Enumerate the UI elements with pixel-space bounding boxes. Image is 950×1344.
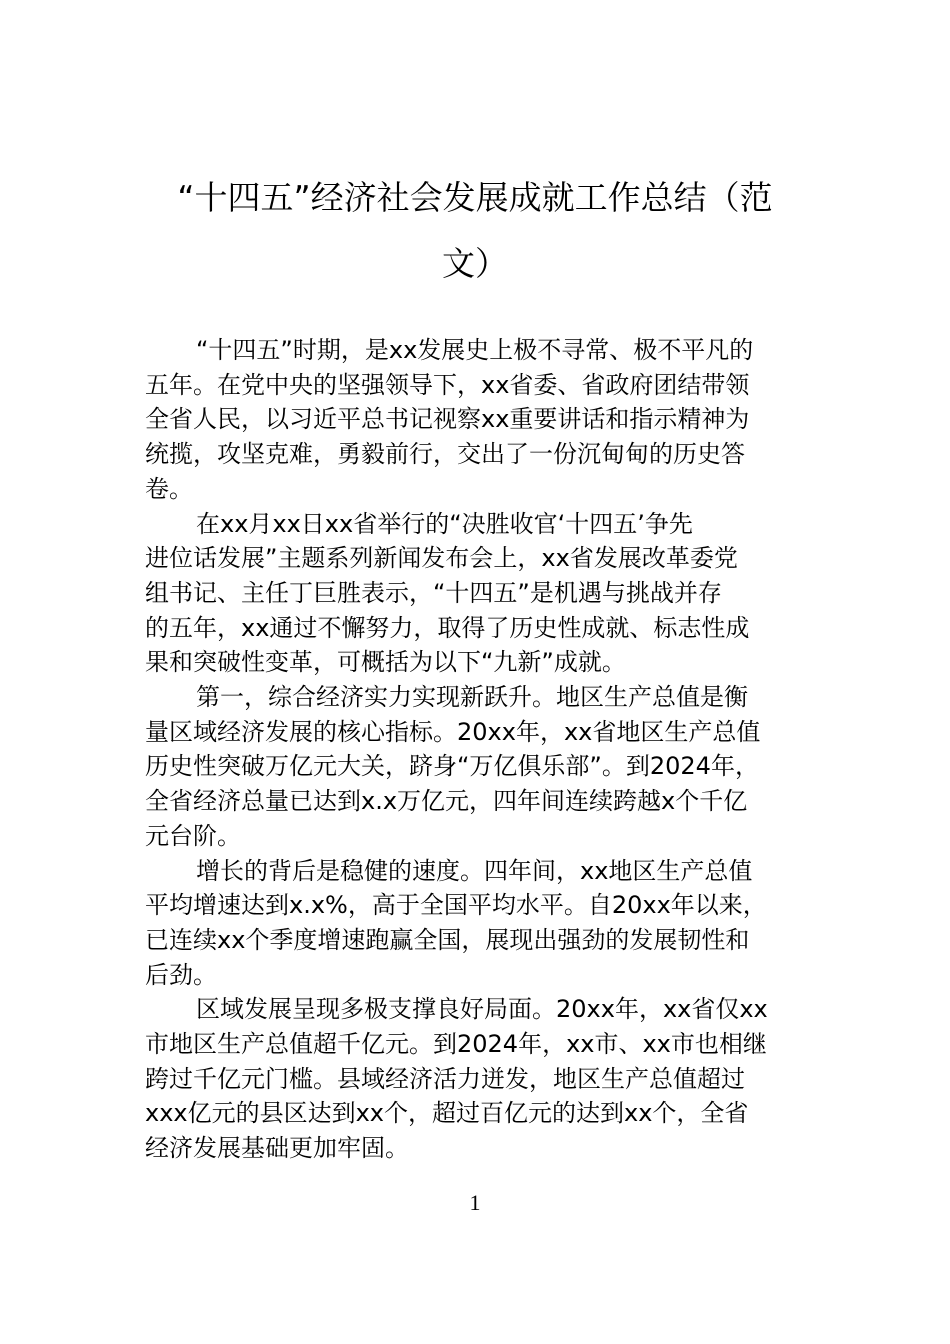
paragraph-economic-strength [145, 680, 810, 854]
text-line: 统揽，攻坚克难，勇毅前行，交出了一份沉甸甸的历史答 [145, 440, 745, 469]
text-line: “十四五”时期，是xx发展史上极不寻常、极不平凡的 [196, 336, 754, 364]
text-line: 增长的背后是稳健的速度。四年间，xx地区生产总值 [196, 856, 753, 885]
text-line: 历史性突破万亿元大关，跻身“万亿俱乐部”。到2024年， [145, 752, 759, 781]
text-line: 的五年，xx通过不懈努力，取得了历史性成就、标志性成 [145, 613, 750, 642]
paragraph-intro [145, 333, 810, 507]
paragraph-growth-speed [145, 854, 810, 993]
paragraph-regional-development [145, 992, 810, 1166]
text-line: 卷。 [145, 474, 193, 503]
text-line: 区域发展呈现多极支撑良好局面。20xx年，xx省仅xx [196, 995, 768, 1024]
text-line: 进位话发展”主题系列新闻发布会上，xx省发展改革委党 [145, 544, 738, 573]
document-title [145, 165, 805, 297]
text-line: 五年。在党中央的坚强领导下，xx省委、省政府团结带领 [145, 370, 750, 399]
title-line: “十四五”经济社会发展成就工作总结（范 [177, 178, 773, 217]
document-body [145, 333, 810, 1166]
text-line: 在xx月xx日xx省举行的“决胜收官‘十四五’争先 [196, 509, 693, 538]
paragraph-press-conference [145, 507, 810, 681]
text-line: xxx亿元的县区达到xx个，超过百亿元的达到xx个，全省 [145, 1099, 749, 1128]
text-line: 元台阶。 [145, 821, 241, 850]
text-line: 果和突破性变革，可概括为以下“九新”成就。 [145, 648, 626, 677]
text-line: 跨过千亿元门槛。县域经济活力迸发，地区生产总值超过 [145, 1064, 745, 1093]
text-line: 量区域经济发展的核心指标。20xx年，xx省地区生产总值 [145, 717, 761, 746]
text-line: 经济发展基础更加牢固。 [145, 1134, 409, 1163]
title-line: 文） [442, 244, 508, 283]
text-line: 全省经济总量已达到x.x万亿元，四年间连续跨越x个千亿 [145, 787, 748, 816]
text-line: 市地区生产总值超千亿元。到2024年，xx市、xx市也相继 [145, 1030, 767, 1059]
text-line: 第一，综合经济实力实现新跃升。地区生产总值是衡 [196, 683, 748, 712]
text-line: 组书记、主任丁巨胜表示，“十四五”是机遇与挑战并存 [145, 578, 722, 607]
text-line: 平均增速达到x.x%，高于全国平均水平。自20xx年以来， [145, 891, 767, 920]
page-number: 1 [469, 1190, 481, 1215]
text-line: 全省人民，以习近平总书记视察xx重要讲话和指示精神为 [145, 405, 750, 434]
text-line: 已连续xx个季度增速跑赢全国，展现出强劲的发展韧性和 [145, 925, 750, 954]
text-line: 后劲。 [145, 960, 217, 989]
